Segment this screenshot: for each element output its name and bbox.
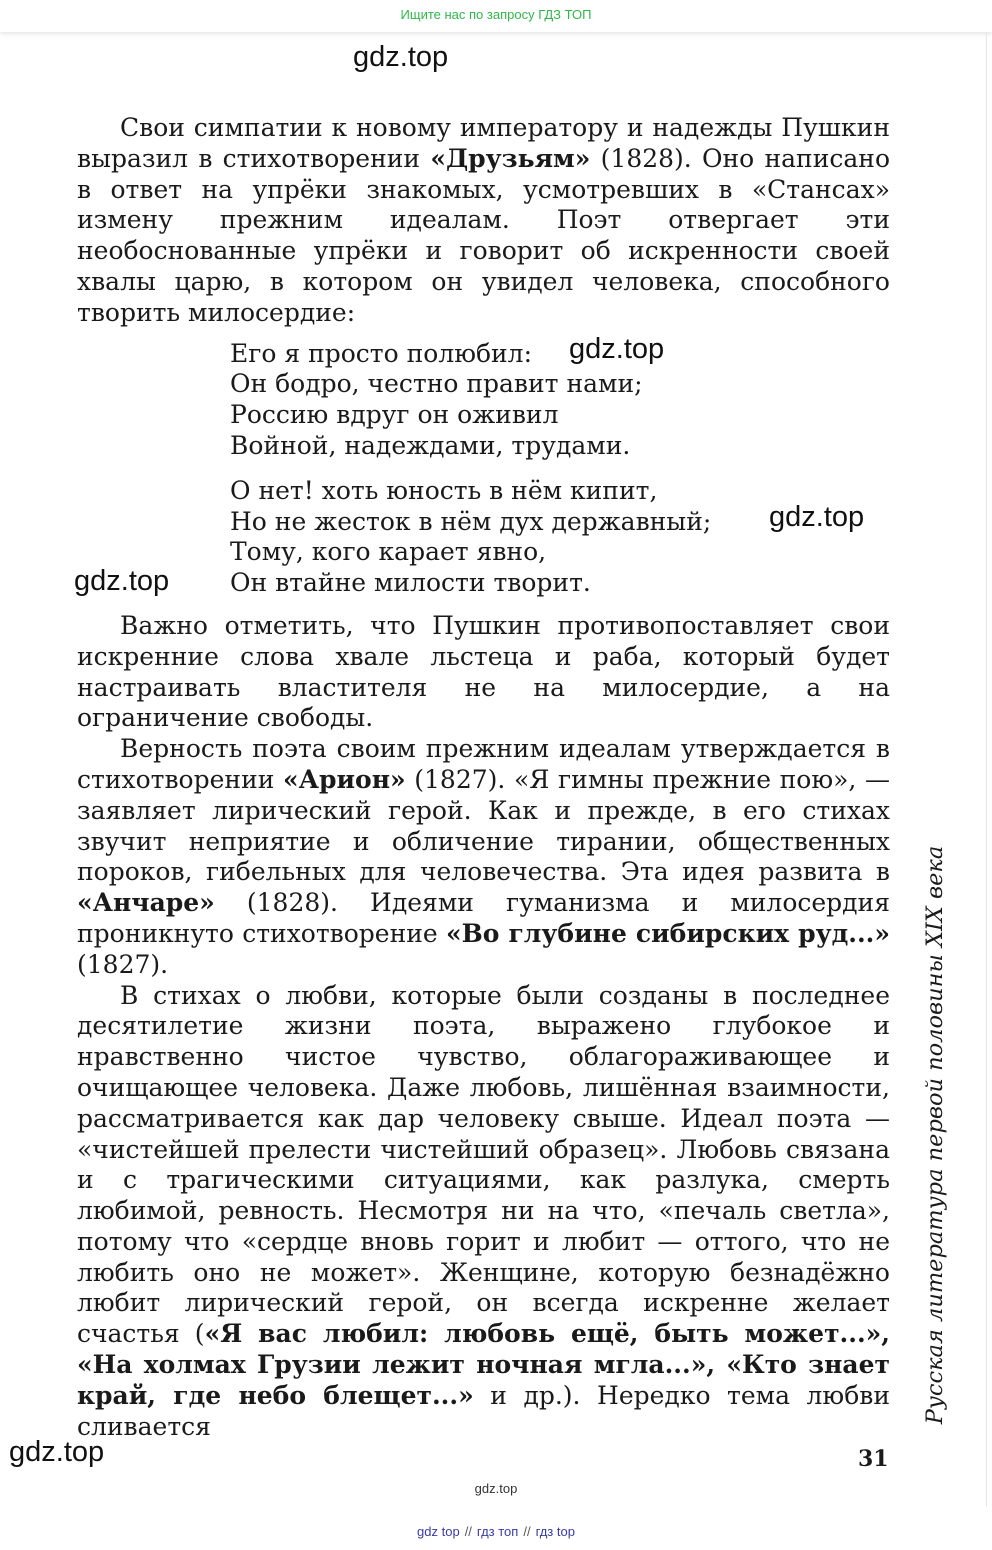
text-run: (1828). Идеями гуманизма и милосердия проникнуто стихотворение <box>77 888 890 948</box>
poem-line: Его я просто полюбил: <box>230 338 532 368</box>
paragraph <box>77 981 890 1443</box>
footer-link[interactable]: gdz top <box>417 1524 460 1539</box>
watermark: gdz.top <box>74 565 170 597</box>
text-run: Важно отметить, что Пушкин противопоставляет свои искренние слова хвале льстеца и раба, который будет настраивать властителя не на милосердие, а на ограничение свободы. <box>77 610 890 733</box>
watermark: gdz.top <box>353 41 449 73</box>
watermark: gdz.top <box>569 333 665 365</box>
bold-title-run: «Анчаре» <box>77 888 215 918</box>
poem-line: Он втайне милости творит. <box>230 568 591 598</box>
text-run: (1828). Оно написано в ответ на упрёки знакомых, усмотревших в «Стансах» измену прежним идеалам. Поэт отвергает эти необоснованные упрёки и говорит об искренности своей хвалы царю, в котором он увидел человека, способного творить милосердие: <box>77 143 890 327</box>
text-run: В стихах о любви, которые были созданы в последнее десятилетие жизни поэта, выражено глубокое и нравственно чистое чувство, облагораживающее и очищающее человека. Даже любовь, лишённая взаимности, рассматривается как дар человеку свыше. Идеал поэта — «чистейшей прелести чистейший образец». Любовь связана и с трагическими ситуациями, как разлука, смерть любимой, ревность. Несмотря ни на что, «печаль светла», потому что «сердце вновь горит и любит — оттого, что не любить оно не может». Женщине, которую безнадёжно любит лирический герой, он всегда искренне желает счастья ( <box>77 980 890 1349</box>
footer-watermark: gdz.top <box>474 1481 518 1496</box>
text-run: Верность поэта своим прежним идеалам утверждается в стихотворении <box>77 734 890 794</box>
page-body <box>77 113 890 1442</box>
search-banner[interactable]: Ищите нас по запросу ГДЗ ТОП <box>0 0 992 32</box>
poem-line: Войной, надеждами, трудами. <box>230 430 631 460</box>
bold-title-run: «Арион» <box>283 764 406 794</box>
footer-link[interactable]: гдз top <box>535 1524 575 1539</box>
text-run: (1827). «Я гимны прежние пою», — заявляет лирический герой. Как и прежде, в его стихах звучит неприятие и обличение тирании, общественных пороков, гибельных для человечества. Эта идея развита в <box>77 764 890 887</box>
text-run: и др.). Нередко тема любви сливается <box>77 1380 890 1441</box>
poem-line: Но не жесток в нём дух державный; <box>230 506 712 536</box>
paragraph <box>77 611 890 734</box>
paragraph <box>77 113 890 329</box>
bold-title-run: «Во глубине сибирских руд...» <box>446 918 890 948</box>
poem-stanza <box>230 476 890 599</box>
poem-stanza <box>230 339 890 462</box>
footer-separator: // <box>464 1524 472 1539</box>
watermark: gdz.top <box>769 501 865 533</box>
poem-line: О нет! хоть юность в нём кипит, <box>230 475 658 505</box>
page-number: 31 <box>858 1446 889 1472</box>
footer-links <box>0 1524 992 1539</box>
bold-title-run: «Друзьям» <box>430 143 591 173</box>
poem-line: Россию вдруг он оживил <box>230 400 559 430</box>
paragraph <box>77 734 890 980</box>
text-run: (1827). <box>77 949 169 979</box>
poem-quote <box>230 339 890 599</box>
footer-separator: // <box>523 1524 531 1539</box>
footer-link[interactable]: гдз топ <box>476 1524 519 1539</box>
bold-title-run: «Я вас любил: любовь ещё, быть может...», «На холмах Грузии лежит ночная мгла...», «Кто знает край, где небо блещет...» <box>77 1319 890 1410</box>
poem-line: Тому, кого карает явно, <box>230 537 547 567</box>
chapter-title-vertical: Русская литература первой половины XIX века <box>922 845 948 1425</box>
text-run: Свои симпатии к новому императору и надежды Пушкин выразил в стихотворении <box>77 113 890 173</box>
watermark: gdz.top <box>9 1436 105 1468</box>
poem-line: Он бодро, честно правит нами; <box>230 369 643 399</box>
